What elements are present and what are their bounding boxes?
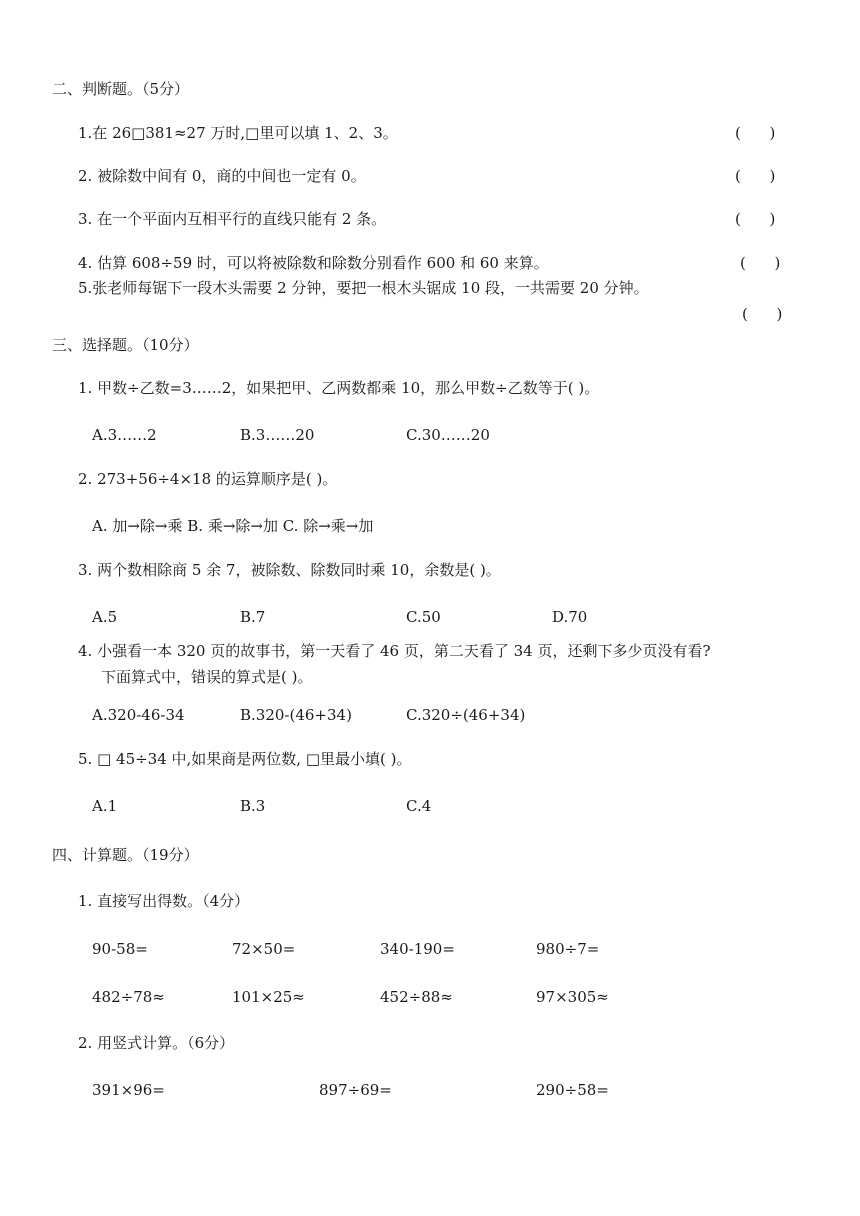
calc-vertical-2: 897÷69=: [319, 1081, 392, 1099]
choice-q1-option-a[interactable]: A.3……2: [92, 426, 157, 444]
calc-direct-3: 340-190=: [380, 940, 455, 958]
section-2-heading: 二、判断题。（5分）: [52, 80, 190, 98]
judge-item-1: 1.在 26□381≈27 万时,□里可以填 1、2、3。: [78, 124, 398, 142]
judge-item-4: 4. 估算 608÷59 时，可以将被除数和除数分别看作 600 和 60 来算。: [78, 254, 549, 272]
choice-q5-option-b[interactable]: B.3: [240, 797, 266, 815]
choice-q4-option-c[interactable]: C.320÷(46+34): [406, 706, 526, 724]
judge-answer-3[interactable]: ( ): [735, 210, 776, 228]
judge-answer-1[interactable]: ( ): [735, 124, 776, 142]
choice-q4-line2: 下面算式中，错误的算式是( )。: [101, 668, 313, 686]
choice-q3-option-a[interactable]: A.5: [92, 608, 118, 626]
choice-q5-option-c[interactable]: C.4: [406, 797, 432, 815]
choice-q5: 5. □ 45÷34 中,如果商是两位数, □里最小填( )。: [78, 750, 412, 768]
calc-vertical-1: 391×96=: [92, 1081, 165, 1099]
calc-sub1-title: 1. 直接写出得数。（4分）: [78, 892, 250, 910]
choice-q1: 1. 甲数÷乙数=3……2，如果把甲、乙两数都乘 10，那么甲数÷乙数等于( )。: [78, 379, 600, 397]
calc-direct-2: 72×50=: [232, 940, 296, 958]
calc-estimate-1: 482÷78≈: [92, 988, 165, 1006]
choice-q4-option-b[interactable]: B.320-(46+34): [240, 706, 352, 724]
choice-q3-option-b[interactable]: B.7: [240, 608, 266, 626]
calc-direct-4: 980÷7=: [536, 940, 600, 958]
judge-item-3: 3. 在一个平面内互相平行的直线只能有 2 条。: [78, 210, 387, 228]
choice-q5-option-a[interactable]: A.1: [92, 797, 118, 815]
choice-q3-option-c[interactable]: C.50: [406, 608, 441, 626]
judge-answer-2[interactable]: ( ): [735, 167, 776, 185]
section-3-heading: 三、选择题。（10分）: [52, 336, 199, 354]
calc-vertical-3: 290÷58=: [536, 1081, 609, 1099]
calc-estimate-3: 452÷88≈: [380, 988, 453, 1006]
choice-q1-option-c[interactable]: C.30……20: [406, 426, 490, 444]
calc-estimate-2: 101×25≈: [232, 988, 305, 1006]
choice-q3: 3. 两个数相除商 5 余 7，被除数、除数同时乘 10，余数是( )。: [78, 561, 501, 579]
choice-q2: 2. 273+56÷4×18 的运算顺序是( )。: [78, 470, 338, 488]
choice-q2-options[interactable]: A. 加→除→乘 B. 乘→除→加 C. 除→乘→加: [92, 517, 374, 535]
calc-estimate-4: 97×305≈: [536, 988, 609, 1006]
section-4-heading: 四、计算题。（19分）: [52, 846, 199, 864]
choice-q1-option-b[interactable]: B.3……20: [240, 426, 315, 444]
choice-q4: 4. 小强看一本 320 页的故事书，第一天看了 46 页，第二天看了 34 页，还剩下多少页没有看?: [78, 642, 711, 660]
judge-item-5: 5.张老师每锯下一段木头需要 2 分钟，要把一根木头锯成 10 段，一共需要 20 分钟。: [78, 279, 649, 297]
judge-answer-5[interactable]: ( ): [742, 305, 783, 323]
choice-q4-option-a[interactable]: A.320-46-34: [92, 706, 185, 724]
calc-sub2-title: 2. 用竖式计算。（6分）: [78, 1034, 235, 1052]
judge-item-2: 2. 被除数中间有 0，商的中间也一定有 0。: [78, 167, 366, 185]
judge-answer-4[interactable]: ( ): [740, 254, 781, 272]
calc-direct-1: 90-58=: [92, 940, 148, 958]
choice-q3-option-d[interactable]: D.70: [552, 608, 588, 626]
